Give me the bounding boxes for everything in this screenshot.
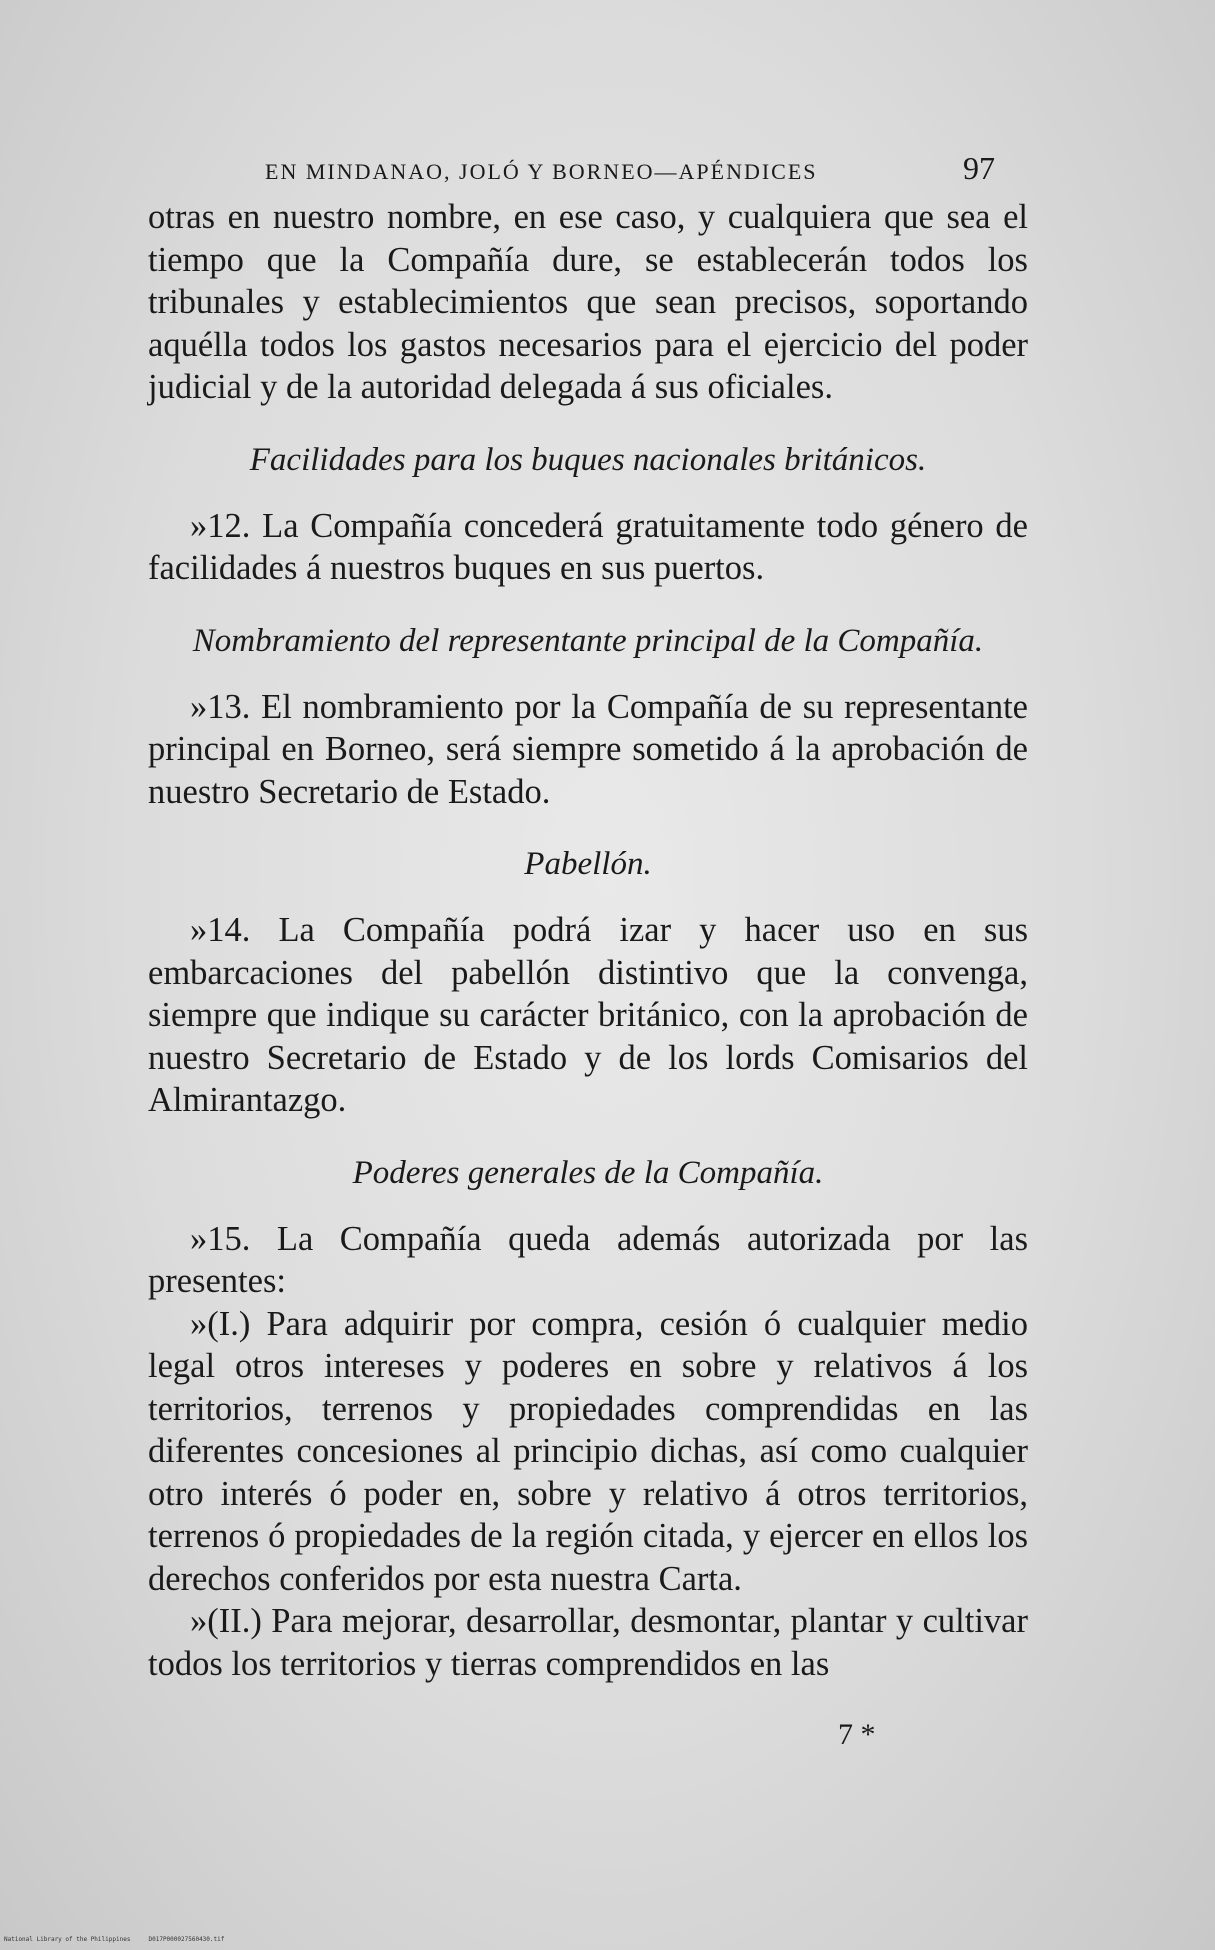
page-body — [148, 196, 1028, 1685]
article-15-clause-2: »(II.) Para mejorar, desarrollar, desmontar, plantar y cultivar todos los territorios y tierras comprendidos en las — [148, 1602, 1028, 1683]
signature-mark: 7 * — [838, 1718, 876, 1751]
section-heading-pabellon: Pabellón. — [524, 846, 652, 882]
article-15: »15. La Compañía queda además autorizada por las presentes: — [148, 1219, 1028, 1300]
article-14: »14. La Compañía podrá izar y hacer uso en sus embarcaciones del pabellón distintivo que la convenga, siempre que indique su carácter británico, con la aprobación de nuestro Secretario de Estado y de los lords Comisarios del Almirantazgo. — [148, 911, 1028, 1119]
running-header — [265, 150, 995, 187]
page-number: 97 — [963, 150, 995, 186]
paragraph-continuation: otras en nuestro nombre, en ese caso, y cualquiera que sea el tiempo que la Compañía dure, se establecerán todos los tribunales y establecimientos que sean precisos, soportando aquélla todos los gastos necesarios para el ejercicio del poder judicial y de la autoridad delegada á sus oficiales. — [148, 198, 1028, 406]
article-15-clause-1: »(I.) Para adquirir por compra, cesión ó cualquier medio legal otros intereses y poderes en sobre y relativos á los territorios, terrenos y propiedades comprendidas en las diferentes concesiones al principio dichas, así como cualquier otro interés ó poder en, sobre y relativo á otros territorios, terrenos ó propiedades de la región citada, y ejercer en ellos los derechos conferidos por esta nuestra Carta. — [148, 1304, 1028, 1598]
section-heading-facilidades: Facilidades para los buques nacionales británicos. — [249, 441, 927, 478]
scan-footer: National Library of the Philippines D017P000027560430.tif — [4, 1936, 225, 1943]
section-heading-poderes: Poderes generales de la Compañía. — [352, 1154, 824, 1191]
section-heading-nombramiento: Nombramiento del representante principal de la Compañía. — [192, 622, 984, 659]
article-12: »12. La Compañía concederá gratuitamente todo género de facilidades á nuestros buques en sus puertos. — [148, 506, 1028, 587]
running-title: EN MINDANAO, JOLÓ Y BORNEO—APÉNDICES — [265, 159, 818, 184]
article-13: »13. El nombramiento por la Compañía de su representante principal en Borneo, será siempre sometido á la aprobación de nuestro Secretario de Estado. — [148, 687, 1028, 811]
